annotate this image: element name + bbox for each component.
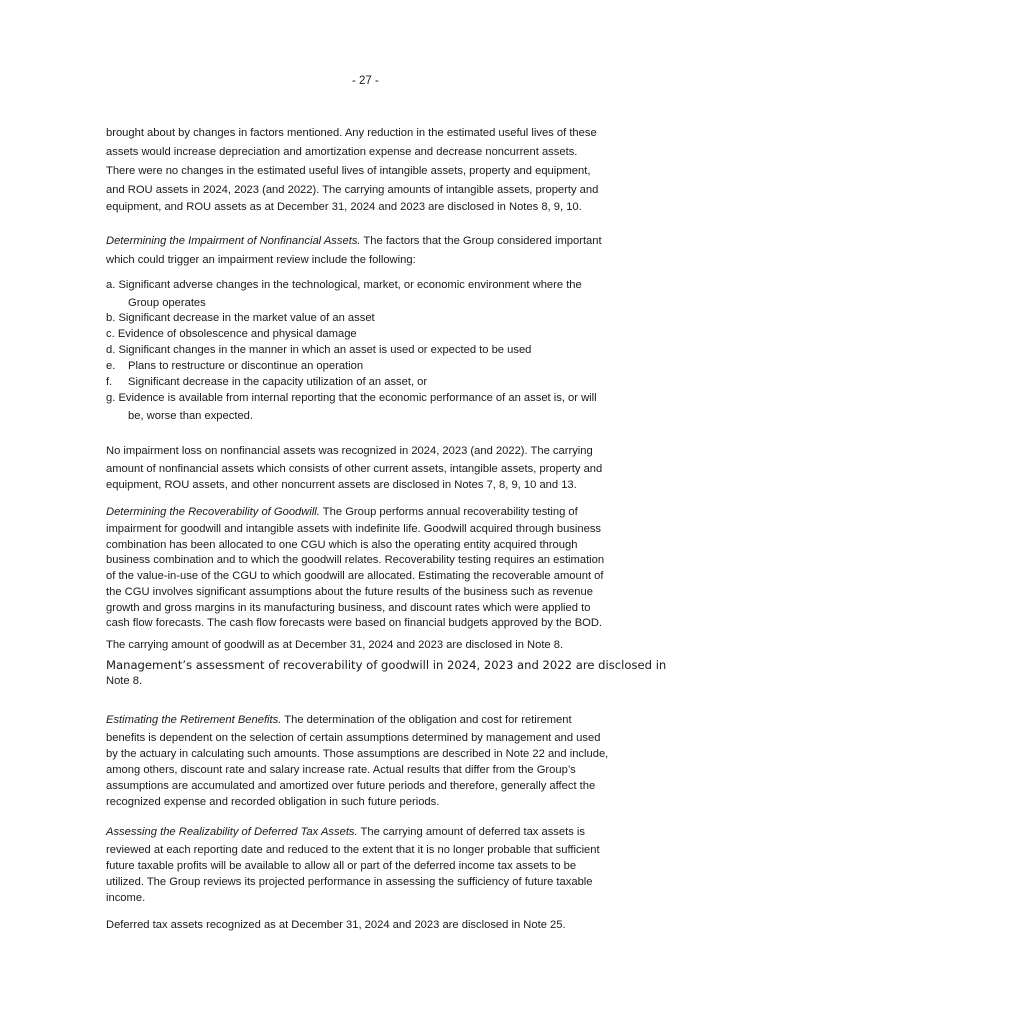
text-line: brought about by changes in factors mentioned. Any reduction in the estimated useful lives of these	[106, 127, 597, 139]
list-item	[106, 279, 582, 291]
text-line: assets would increase depreciation and amortization expense and decrease noncurrent assets.	[106, 146, 578, 158]
list-text: Evidence of obsolescence and physical damage	[117, 328, 357, 340]
text-line: among others, discount rate and salary increase rate. Actual results that differ from the Group’s	[106, 764, 576, 776]
deferred-tax-intro: The carrying amount of deferred tax assets is	[357, 826, 586, 838]
text-line: amount of nonfinancial assets which consists of other current assets, intangible assets, property and	[106, 463, 603, 475]
text-line	[106, 232, 666, 251]
list-text: Significant changes in the manner in which an asset is used or expected to be used	[118, 344, 532, 356]
list-item	[106, 344, 531, 356]
list-text: Evidence is available from internal reporting that the economic performance of an asset is, or will	[118, 392, 597, 404]
retirement-heading: Estimating the Retirement Benefits.	[106, 714, 282, 726]
text-line: cash flow forecasts. The cash flow forecasts were based on financial budgets approved by the BOD.	[106, 617, 603, 630]
impairment-heading: Determining the Impairment of Nonfinancial Assets.	[106, 235, 361, 247]
list-label: f.	[106, 376, 113, 388]
text-line: impairment for goodwill and intangible assets with indefinite life. Goodwill acquired through business	[106, 523, 602, 535]
text-line: utilized. The Group reviews its projected performance in assessing the sufficiency of future taxable	[106, 876, 593, 888]
list-item-continuation: be, worse than expected.	[128, 410, 254, 422]
text-line: income.	[106, 892, 146, 904]
goodwill-intro: The Group performs annual recoverability testing of	[319, 506, 578, 518]
text-line: Deferred tax assets recognized as at December 31, 2024 and 2023 are disclosed in Note 25.	[106, 919, 566, 931]
text-line: benefits is dependent on the selection of certain assumptions determined by management and used	[106, 732, 601, 744]
list-label: g.	[106, 392, 116, 404]
list-label: a.	[106, 279, 116, 291]
text-line: combination has been allocated to one CGU which is also the operating entity acquired through	[106, 538, 578, 551]
text-line: No impairment loss on nonfinancial assets was recognized in 2024, 2023 (and 2022). The carrying	[106, 445, 593, 457]
list-label: b.	[106, 312, 116, 324]
text-line: equipment, and ROU assets as at December 31, 2024 and 2023 are disclosed in Notes 8, 9, 10.	[106, 201, 582, 213]
retirement-paragraph	[106, 711, 666, 810]
list-item	[106, 360, 363, 372]
text-line: business combination and to which the goodwill relates. Recoverability testing requires an estimation	[106, 554, 605, 567]
list-item-continuation: Group operates	[128, 297, 206, 309]
goodwill-heading: Determining the Recoverability of Goodwill.	[106, 506, 320, 518]
list-item	[106, 312, 375, 324]
text-line: The carrying amount of goodwill as at December 31, 2024 and 2023 are disclosed in Note 8.	[106, 639, 564, 651]
text-line: the CGU involves significant assumptions about the future results of the business such as revenue	[106, 585, 593, 598]
text-line	[106, 503, 666, 522]
deferred-tax-closing	[106, 918, 666, 933]
text-line: and ROU assets in 2024, 2023 (and 2022). The carrying amounts of intangible assets, property and	[106, 184, 599, 196]
text-line: Management’s assessment of recoverability of goodwill in 2024, 2023 and 2022 are disclosed in	[106, 658, 667, 672]
text-line: of the value-in-use of the CGU to which goodwill are allocated. Estimating the recoverable amount of	[106, 570, 604, 583]
list-text: Significant decrease in the capacity utilization of an asset, or	[128, 376, 428, 388]
page-number: - 27 -	[352, 75, 379, 87]
text-line: growth and gross margins in its manufacturing business, and discount rates which were applied to	[106, 601, 591, 614]
text-line: future taxable profits will be available to allow all or part of the deferred income tax assets to be	[106, 860, 577, 872]
deferred-tax-paragraph	[106, 823, 666, 906]
impairment-intro: The factors that the Group considered important	[360, 235, 602, 247]
list-text: Significant decrease in the market value of an asset	[118, 312, 375, 324]
list-text: Plans to restructure or discontinue an operation	[128, 360, 364, 372]
text-line: reviewed at each reporting date and reduced to the extent that it is no longer probable that sufficient	[106, 844, 600, 856]
goodwill-management-assessment	[106, 657, 666, 689]
text-line: by the actuary in calculating such amounts. Those assumptions are described in Note 22 and include,	[106, 748, 609, 760]
text-line: Note 8.	[106, 675, 143, 687]
list-item	[106, 328, 357, 340]
impairment-paragraph	[106, 232, 666, 270]
goodwill-paragraph	[106, 503, 666, 632]
deferred-tax-heading: Assessing the Realizability of Deferred Tax Assets.	[106, 826, 358, 838]
goodwill-carrying-line	[106, 638, 666, 653]
list-text: Significant adverse changes in the technological, market, or economic environment where the	[118, 279, 582, 291]
useful-lives-paragraph	[106, 124, 666, 215]
text-line: equipment, ROU assets, and other noncurrent assets are disclosed in Notes 7, 8, 9, 10 and 13.	[106, 479, 577, 491]
text-line	[106, 823, 666, 842]
text-line: recognized expense and recorded obligation in such future periods.	[106, 796, 440, 808]
list-label: d.	[106, 344, 116, 356]
list-item	[106, 392, 597, 404]
list-label: c.	[106, 328, 115, 340]
text-line	[106, 711, 666, 730]
retirement-intro: The determination of the obligation and cost for retirement	[281, 714, 572, 726]
list-item	[106, 376, 427, 388]
list-label: e.	[106, 360, 116, 372]
text-line: which could trigger an impairment review include the following:	[106, 254, 416, 266]
no-impairment-paragraph	[106, 442, 666, 493]
text-line: There were no changes in the estimated useful lives of intangible assets, property and equipment,	[106, 165, 591, 177]
text-line: assumptions are accumulated and amortized over future periods and therefore, generally affect the	[106, 780, 596, 792]
